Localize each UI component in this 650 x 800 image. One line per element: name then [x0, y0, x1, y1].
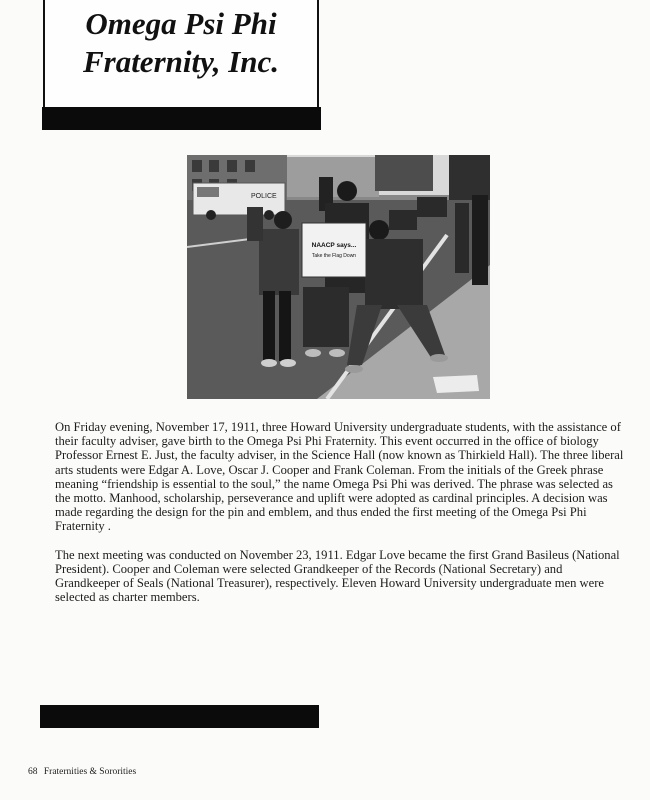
photo-paper: [433, 375, 479, 393]
photo-building-right: [375, 155, 433, 191]
photo-police-label: POLICE: [251, 193, 277, 200]
bottom-black-bar: [40, 705, 319, 728]
paragraph-founding: On Friday evening, November 17, 1911, three Howard University undergraduate students, with the assistance of their faculty adviser, gave birth to the Omega Psi Phi Fraternity. This event occurred in the office of biology Professor Ernest E. Just, the faculty adviser, in the Science Hall (now known as Thirkield Hall). The three liberal arts students were Edgar A. Love, Oscar J. Cooper and Frank Coleman. From the initials of the Greek phrase meaning “friendship is essential to the soul,” the name Omega Psi Phi was derived. The phrase was selected as the motto. Manhood, scholarship, perseverance and uplift were adopted as cardinal principles. A decision was made regarding the design for the pin and emblem, and thus ended the first meeting of the Omega Psi Phi Fraternity .: [55, 420, 624, 534]
sign-line-2: Take the Flag Down: [311, 253, 357, 259]
sign-line-1: NAACP says...: [311, 242, 357, 249]
title-box: [43, 0, 319, 108]
paragraph-next-meeting: The next meeting was conducted on November 23, 1911. Edgar Love became the first Grand Basileus (National President). Cooper and Coleman were selected Grandkeeper of the Records (National Secretary) and Grandkeeper of Seals (National Treasurer), respectively. Eleven Howard University undergraduate men were selected as charter members.: [55, 547, 620, 605]
article-body: [55, 420, 625, 618]
page-footer: [28, 767, 140, 777]
page-number: 68: [28, 767, 38, 777]
section-name: Fraternities & Sororities: [43, 767, 137, 777]
title-underbar: [42, 107, 321, 130]
photo-protest-sign: [302, 223, 366, 277]
protest-photo: [187, 155, 490, 399]
page-title-line-2: Fraternity, Inc.: [82, 44, 280, 79]
page-title-line-1: Omega Psi Phi: [85, 6, 277, 41]
photo-police-van: [193, 183, 285, 220]
